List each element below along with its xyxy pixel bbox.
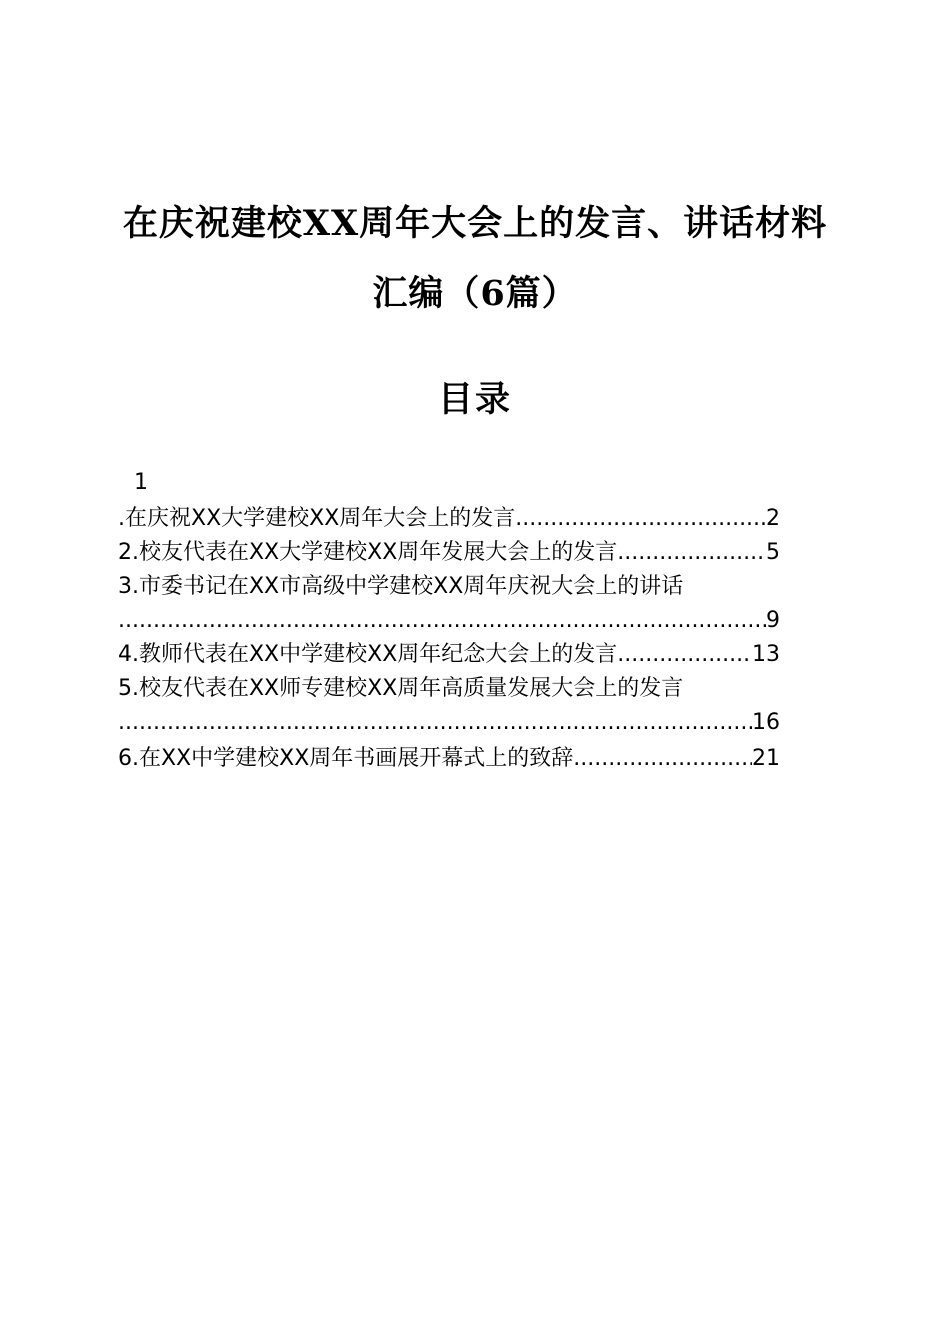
document-title-line-1: 在庆祝建校XX周年大会上的发言、讲话材料 [122,203,828,244]
toc-entry-page: 5 [766,540,780,565]
toc-entry-label: 2.校友代表在XX大学建校XX周年发展大会上的发言 [118,540,618,565]
toc-entry-page: 9 [766,608,780,633]
toc-entry-5-continuation[interactable] [118,706,780,740]
toc-entry-2[interactable] [118,536,780,570]
toc-entry-6[interactable] [118,742,780,776]
toc-leader-dots [118,706,752,740]
toc-entry-5[interactable] [118,672,683,706]
toc-entry-label: 5.校友代表在XX师专建校XX周年高质量发展大会上的发言 [118,676,684,701]
toc-entry-label: 3.市委书记在XX市高级中学建校XX周年庆祝大会上的讲话 [118,574,684,599]
toc-leader-dots [118,604,766,638]
toc-entry-page: 13 [752,642,780,667]
toc-entry-page: 16 [752,710,780,735]
toc-entry-3-continuation[interactable] [118,604,780,638]
toc-stray-number: 1 [134,470,148,495]
toc-entry-label: .在庆祝XX大学建校XX周年大会上的发言 [118,506,516,531]
document-title-line-2: 汇编（6篇） [372,273,578,314]
toc-entry-page: 2 [766,506,780,531]
toc-leader-dots [515,502,766,536]
toc-heading: 目录 [437,379,512,420]
toc-leader-dots [617,638,752,672]
toc-entry-page: 21 [752,746,780,771]
toc-entry-1[interactable] [118,502,780,536]
toc-leader-dots [617,536,766,570]
toc-entry-3[interactable] [118,570,683,604]
toc-entry-label: 4.教师代表在XX中学建校XX周年纪念大会上的发言 [118,642,618,667]
toc-entry-label: 6.在XX中学建校XX周年书画展开幕式上的致辞 [118,746,574,771]
toc-leader-dots [573,742,752,776]
toc-entry-4[interactable] [118,638,780,672]
